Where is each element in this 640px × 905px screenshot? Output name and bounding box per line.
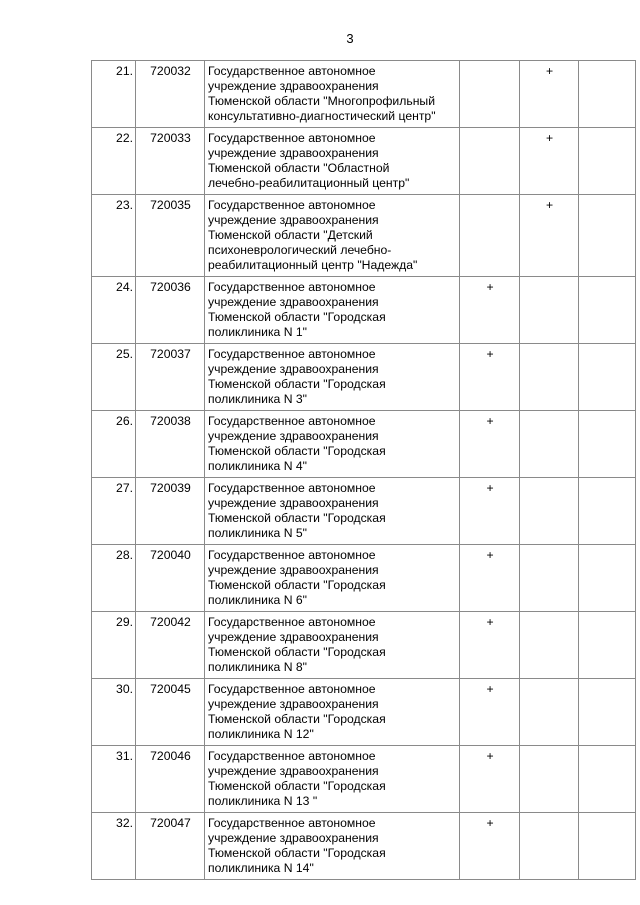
mark-column-1-cell: + — [460, 545, 520, 612]
mark-column-3-cell — [579, 128, 636, 195]
mark-column-1-cell — [460, 128, 520, 195]
mark-column-3-cell — [579, 612, 636, 679]
table-row — [92, 612, 636, 679]
registry-table-body — [92, 61, 636, 880]
organization-code-cell: 720038 — [136, 411, 205, 478]
table-row — [92, 679, 636, 746]
organization-name-cell: Государственное автономное учреждение здравоохранения Тюменской области "Городская поликлиника N 1" — [205, 277, 460, 344]
organization-name-cell: Государственное автономное учреждение здравоохранения Тюменской области "Детский психоневрологический лечебно- реабилитационный центр "Надежда" — [205, 195, 460, 277]
organization-code-cell: 720045 — [136, 679, 205, 746]
mark-column-1-cell: + — [460, 813, 520, 880]
mark-column-2-cell: + — [520, 128, 579, 195]
row-number-cell: 26. — [92, 411, 136, 478]
organization-code-cell: 720039 — [136, 478, 205, 545]
mark-column-2-cell — [520, 411, 579, 478]
organization-code-cell: 720036 — [136, 277, 205, 344]
table-row — [92, 478, 636, 545]
organization-name-cell: Государственное автономное учреждение здравоохранения Тюменской области "Городская поликлиника N 6" — [205, 545, 460, 612]
organization-code-cell: 720035 — [136, 195, 205, 277]
table-row — [92, 61, 636, 128]
mark-column-3-cell — [579, 195, 636, 277]
row-number-cell: 23. — [92, 195, 136, 277]
row-number-cell: 22. — [92, 128, 136, 195]
mark-column-2-cell — [520, 746, 579, 813]
mark-column-2-cell — [520, 612, 579, 679]
organization-name-cell: Государственное автономное учреждение здравоохранения Тюменской области "Многопрофильный консультативно-диагностический центр" — [205, 61, 460, 128]
mark-column-1-cell: + — [460, 411, 520, 478]
row-number-cell: 27. — [92, 478, 136, 545]
row-number-cell: 30. — [92, 679, 136, 746]
organization-name-cell: Государственное автономное учреждение здравоохранения Тюменской области "Областной лечебно-реабилитационный центр" — [205, 128, 460, 195]
mark-column-2-cell — [520, 813, 579, 880]
mark-column-1-cell: + — [460, 746, 520, 813]
organization-code-cell: 720033 — [136, 128, 205, 195]
organization-code-cell: 720042 — [136, 612, 205, 679]
mark-column-1-cell: + — [460, 478, 520, 545]
mark-column-1-cell: + — [460, 277, 520, 344]
organization-name-cell: Государственное автономное учреждение здравоохранения Тюменской области "Городская поликлиника N 5" — [205, 478, 460, 545]
mark-column-3-cell — [579, 61, 636, 128]
organization-name-cell: Государственное автономное учреждение здравоохранения Тюменской области "Городская поликлиника N 14" — [205, 813, 460, 880]
row-number-cell: 25. — [92, 344, 136, 411]
organization-code-cell: 720040 — [136, 545, 205, 612]
row-number-cell: 28. — [92, 545, 136, 612]
mark-column-2-cell — [520, 679, 579, 746]
mark-column-2-cell: + — [520, 61, 579, 128]
mark-column-2-cell: + — [520, 195, 579, 277]
row-number-cell: 24. — [92, 277, 136, 344]
mark-column-1-cell — [460, 195, 520, 277]
row-number-cell: 21. — [92, 61, 136, 128]
mark-column-3-cell — [579, 545, 636, 612]
mark-column-3-cell — [579, 411, 636, 478]
table-row — [92, 277, 636, 344]
mark-column-3-cell — [579, 746, 636, 813]
mark-column-2-cell — [520, 545, 579, 612]
row-number-cell: 29. — [92, 612, 136, 679]
organization-name-cell: Государственное автономное учреждение здравоохранения Тюменской области "Городская поликлиника N 3" — [205, 344, 460, 411]
mark-column-1-cell: + — [460, 612, 520, 679]
organization-code-cell: 720046 — [136, 746, 205, 813]
mark-column-2-cell — [520, 344, 579, 411]
page-number: 3 — [346, 31, 354, 46]
organization-code-cell: 720037 — [136, 344, 205, 411]
organization-name-cell: Государственное автономное учреждение здравоохранения Тюменской области "Городская поликлиника N 4" — [205, 411, 460, 478]
organization-code-cell: 720032 — [136, 61, 205, 128]
mark-column-1-cell — [460, 61, 520, 128]
mark-column-3-cell — [579, 344, 636, 411]
mark-column-2-cell — [520, 478, 579, 545]
table-row — [92, 128, 636, 195]
mark-column-2-cell — [520, 277, 579, 344]
mark-column-3-cell — [579, 478, 636, 545]
organization-name-cell: Государственное автономное учреждение здравоохранения Тюменской области "Городская поликлиника N 8" — [205, 612, 460, 679]
row-number-cell: 32. — [92, 813, 136, 880]
organization-name-cell: Государственное автономное учреждение здравоохранения Тюменской области "Городская поликлиника N 13 " — [205, 746, 460, 813]
table-row — [92, 746, 636, 813]
mark-column-3-cell — [579, 813, 636, 880]
row-number-cell: 31. — [92, 746, 136, 813]
registry-table — [91, 60, 636, 880]
organization-name-cell: Государственное автономное учреждение здравоохранения Тюменской области "Городская поликлиника N 12" — [205, 679, 460, 746]
mark-column-3-cell — [579, 679, 636, 746]
mark-column-1-cell: + — [460, 344, 520, 411]
table-row — [92, 813, 636, 880]
mark-column-1-cell: + — [460, 679, 520, 746]
table-row — [92, 411, 636, 478]
table-row — [92, 545, 636, 612]
mark-column-3-cell — [579, 277, 636, 344]
organization-code-cell: 720047 — [136, 813, 205, 880]
table-row — [92, 195, 636, 277]
table-row — [92, 344, 636, 411]
